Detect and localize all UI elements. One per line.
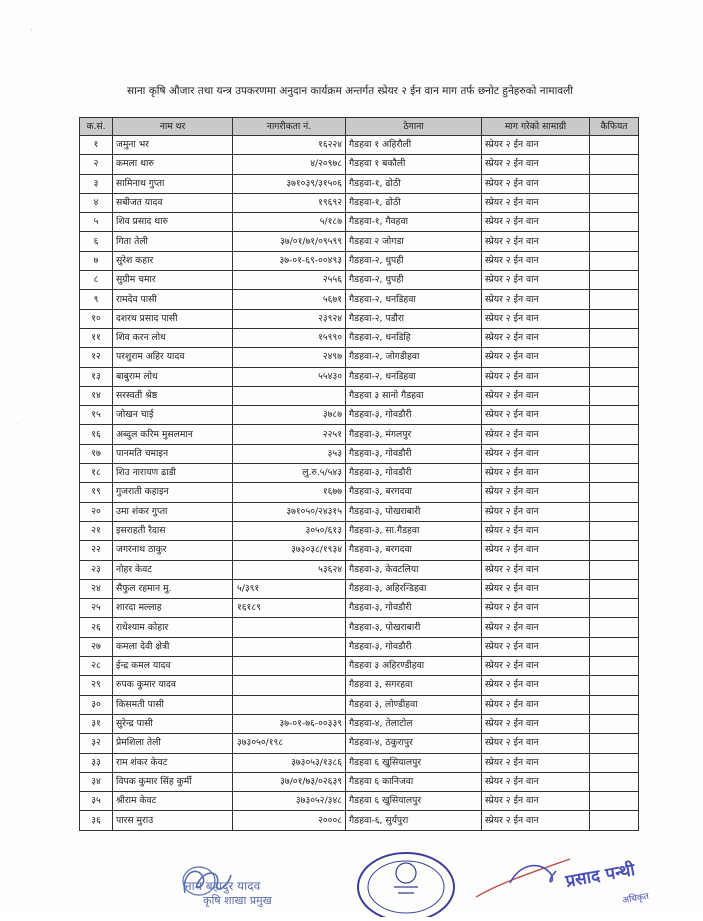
row-address: गैडहवा-३, केवटलिया xyxy=(346,560,482,579)
row-remarks xyxy=(590,136,639,155)
row-remarks xyxy=(590,348,639,367)
row-item: स्प्रेयर २ ईन वान xyxy=(482,348,590,367)
row-serial: ९ xyxy=(80,290,113,309)
row-address: गैडहवा-३, गोवडौरी xyxy=(346,406,482,425)
document-title: साना कृषि औजार तथा यन्त्र उपकरणमा अनुदान कार्यक्रम अन्तर्गत स्प्रेयर २ ईन वान माग तर्फ छनोट हुनेहरुको नामावली xyxy=(127,85,573,97)
row-citizenship xyxy=(233,676,346,695)
row-citizenship: ३७३०५०/१९८ xyxy=(233,734,346,753)
row-citizenship: ४/२०९७८ xyxy=(233,155,346,174)
row-serial: १६ xyxy=(80,425,113,444)
row-item: स्प्रेयर २ ईन वान xyxy=(482,502,590,521)
header-citizenship: नागरीकता नं. xyxy=(233,118,346,136)
row-remarks xyxy=(590,772,639,791)
row-remarks xyxy=(590,521,639,540)
table-row xyxy=(80,753,639,772)
row-address: गैडहवा ३, लोण्डीहवा xyxy=(346,695,482,714)
row-citizenship: १६१८९ xyxy=(233,599,346,618)
row-address: गैडहवा-३, पोखराबारी xyxy=(346,502,482,521)
row-name: सामिनाथ गुप्ता xyxy=(113,174,233,193)
row-remarks xyxy=(590,502,639,521)
row-address: गैडहवा-३, मंगलपुर xyxy=(346,425,482,444)
row-serial: २८ xyxy=(80,657,113,676)
right-signatory-name: प्रसाद पन्थी xyxy=(564,860,637,892)
row-serial: २९ xyxy=(80,676,113,695)
row-item: स्प्रेयर २ ईन वान xyxy=(482,560,590,579)
table-row xyxy=(80,251,639,270)
row-address: गैडहवा-२, धुपही xyxy=(346,271,482,290)
row-remarks xyxy=(590,328,639,347)
row-address: गैडहवा ३ अहिरण्डीहवा xyxy=(346,657,482,676)
row-remarks xyxy=(590,425,639,444)
row-item: स्प्रेयर २ ईन वान xyxy=(482,367,590,386)
row-serial: ५ xyxy=(80,213,113,232)
row-remarks xyxy=(590,792,639,811)
row-remarks xyxy=(590,541,639,560)
row-name: रामदेव पासी xyxy=(113,290,233,309)
row-citizenship xyxy=(233,386,346,405)
row-name: जोखन चाई xyxy=(113,406,233,425)
row-citizenship: ३७१०५०/२४३१५ xyxy=(233,502,346,521)
row-item: स्प्रेयर २ ईन वान xyxy=(482,309,590,328)
row-name: कमला थारु xyxy=(113,155,233,174)
row-remarks xyxy=(590,232,639,251)
row-remarks xyxy=(590,753,639,772)
row-serial: २३ xyxy=(80,560,113,579)
row-serial: ८ xyxy=(80,271,113,290)
header-remarks: कैफियत xyxy=(590,118,639,136)
row-name: प्रेमशिला तेली xyxy=(113,734,233,753)
table-row xyxy=(80,406,639,425)
row-address: गैडहवा-३, गोवडौरी xyxy=(346,444,482,463)
row-item: स्प्रेयर २ ईन वान xyxy=(482,483,590,502)
row-item: स्प्रेयर २ ईन वान xyxy=(482,657,590,676)
row-citizenship: १६७७ xyxy=(233,483,346,502)
row-citizenship: ५३६२४ xyxy=(233,560,346,579)
row-citizenship: ३०५०/६१३ xyxy=(233,521,346,540)
row-serial: २७ xyxy=(80,637,113,656)
row-remarks xyxy=(590,464,639,483)
row-address: गैडहवा १ बकौली xyxy=(346,155,482,174)
row-name: पारस मुराउ xyxy=(113,811,233,830)
row-serial: १३ xyxy=(80,367,113,386)
table-row xyxy=(80,328,639,347)
row-item: स्प्रेयर २ ईन वान xyxy=(482,328,590,347)
right-signatory-title: अधिकृत xyxy=(621,891,650,907)
row-citizenship: ३७३०३८/१९३४ xyxy=(233,541,346,560)
table-row xyxy=(80,521,639,540)
header-serial: क.सं. xyxy=(80,118,113,136)
row-name: सैफुल रहमान मु. xyxy=(113,579,233,598)
row-serial: २४ xyxy=(80,579,113,598)
row-remarks xyxy=(590,695,639,714)
row-item: स्प्रेयर २ ईन वान xyxy=(482,714,590,733)
row-item: स्प्रेयर २ ईन वान xyxy=(482,599,590,618)
row-address: गैडहवा ३, सगरहवा xyxy=(346,676,482,695)
row-remarks xyxy=(590,444,639,463)
row-name: गिता तेली xyxy=(113,232,233,251)
row-remarks xyxy=(590,483,639,502)
row-item: स्प्रेयर २ ईन वान xyxy=(482,213,590,232)
table-row xyxy=(80,193,639,212)
row-item: स्प्रेयर २ ईन वान xyxy=(482,618,590,637)
row-name: रुपक कुमार यादव xyxy=(113,676,233,695)
row-citizenship: ३७/०१/७१/०९५९९ xyxy=(233,232,346,251)
header-name: नाम थर xyxy=(113,118,233,136)
row-name: राम शंकर केवट xyxy=(113,753,233,772)
row-citizenship: ३७३०५३/१३८६ xyxy=(233,753,346,772)
row-citizenship: ३७८७ xyxy=(233,406,346,425)
table-row xyxy=(80,348,639,367)
signature-area xyxy=(0,845,703,910)
row-citizenship: १९६९२ xyxy=(233,193,346,212)
table-row xyxy=(80,676,639,695)
row-address: गैडहवा-२, पडौरा xyxy=(346,309,482,328)
left-signatory-name: नाम बहादुर यादव xyxy=(185,879,261,893)
row-citizenship: १५९९० xyxy=(233,328,346,347)
row-remarks xyxy=(590,174,639,193)
office-seal-icon xyxy=(348,847,464,917)
table-row xyxy=(80,618,639,637)
row-name: परशुराम अहिर यादव xyxy=(113,348,233,367)
row-item: स्प्रेयर २ ईन वान xyxy=(482,695,590,714)
table-body xyxy=(80,136,639,831)
row-name: जमुना भर xyxy=(113,136,233,155)
row-name: गुजराती कहाइन xyxy=(113,483,233,502)
row-citizenship: ३७३०५२/३४८ xyxy=(233,792,346,811)
row-serial: ६ xyxy=(80,232,113,251)
row-name: पानमति चमाइन xyxy=(113,444,233,463)
row-remarks xyxy=(590,734,639,753)
table-row xyxy=(80,232,639,251)
table-row xyxy=(80,309,639,328)
row-item: स्प्रेयर २ ईन वान xyxy=(482,637,590,656)
row-item: स्प्रेयर २ ईन वान xyxy=(482,541,590,560)
row-serial: १५ xyxy=(80,406,113,425)
row-remarks xyxy=(590,213,639,232)
row-item: स्प्रेयर २ ईन वान xyxy=(482,386,590,405)
row-address: गैडहवा-१, ढोठी xyxy=(346,174,482,193)
row-address: गैडहवा-३, बरगदवा xyxy=(346,483,482,502)
row-name: नोहर केवट xyxy=(113,560,233,579)
row-citizenship: २३९२४ xyxy=(233,309,346,328)
row-address: गैडहवा १ अहिरौली xyxy=(346,136,482,155)
row-address: गैडहवा-२, धनडिहवा xyxy=(346,367,482,386)
row-name: श्रीराम केवट xyxy=(113,792,233,811)
row-address: गैडहवा-३, गोवडौरी xyxy=(346,637,482,656)
row-remarks xyxy=(590,657,639,676)
table-row xyxy=(80,155,639,174)
table-row xyxy=(80,483,639,502)
row-name: सबीजत यादव xyxy=(113,193,233,212)
row-serial: ३१ xyxy=(80,714,113,733)
row-address: गैडहवा-३, गोवडौरी xyxy=(346,464,482,483)
row-name: कमला देवी क्षेत्री xyxy=(113,637,233,656)
row-serial: १ xyxy=(80,136,113,155)
table-row xyxy=(80,290,639,309)
row-address: गैडहवा-१, ढोठी xyxy=(346,193,482,212)
row-address: गैडहवा-३, अहिरन्डिहवा xyxy=(346,579,482,598)
row-citizenship xyxy=(233,657,346,676)
table-row xyxy=(80,136,639,155)
row-citizenship: २५५६ xyxy=(233,271,346,290)
row-name: शिउ नारायण ढाडी xyxy=(113,464,233,483)
row-item: स्प्रेयर २ ईन वान xyxy=(482,290,590,309)
row-serial: ३६ xyxy=(80,811,113,830)
row-citizenship: ५६७१ xyxy=(233,290,346,309)
row-name: किसमती पासी xyxy=(113,695,233,714)
row-serial: ११ xyxy=(80,328,113,347)
row-serial: ३४ xyxy=(80,772,113,791)
row-citizenship: २४९७ xyxy=(233,348,346,367)
row-remarks xyxy=(590,290,639,309)
row-remarks xyxy=(590,811,639,830)
row-item: स्प्रेयर २ ईन वान xyxy=(482,155,590,174)
row-address: गैडहवा-४, ठकुरापुर xyxy=(346,734,482,753)
row-serial: २२ xyxy=(80,541,113,560)
row-serial: ३० xyxy=(80,695,113,714)
row-address: गैडहवा-३, गोवडौरी xyxy=(346,599,482,618)
row-remarks xyxy=(590,155,639,174)
table-row xyxy=(80,444,639,463)
row-remarks xyxy=(590,386,639,405)
table-row xyxy=(80,425,639,444)
beneficiary-table xyxy=(79,117,639,831)
scan-speck: · xyxy=(16,420,19,430)
row-serial: ३३ xyxy=(80,753,113,772)
row-item: स्प्रेयर २ ईन वान xyxy=(482,464,590,483)
row-remarks xyxy=(590,599,639,618)
row-citizenship: ३७/०१/७३/०२६३९ xyxy=(233,772,346,791)
row-citizenship xyxy=(233,695,346,714)
row-address: गैडहवा-२, जोगडीहवा xyxy=(346,348,482,367)
row-item: स्प्रेयर २ ईन वान xyxy=(482,425,590,444)
table-row xyxy=(80,599,639,618)
row-serial: २५ xyxy=(80,599,113,618)
row-remarks xyxy=(590,714,639,733)
row-remarks xyxy=(590,618,639,637)
left-signatory-title: कृषि शाखा प्रमुख xyxy=(203,894,272,907)
row-citizenship: २०००८ xyxy=(233,811,346,830)
row-item: स्प्रेयर २ ईन वान xyxy=(482,521,590,540)
row-item: स्प्रेयर २ ईन वान xyxy=(482,406,590,425)
table-row xyxy=(80,714,639,733)
row-item: स्प्रेयर २ ईन वान xyxy=(482,811,590,830)
row-remarks xyxy=(590,367,639,386)
row-remarks xyxy=(590,251,639,270)
row-serial: २१ xyxy=(80,521,113,540)
row-name: अब्दुल करिम मुसलमान xyxy=(113,425,233,444)
table-row xyxy=(80,174,639,193)
row-address: गैडहवा-६, सुर्यपुरा xyxy=(346,811,482,830)
row-name: ईन्द्र कमल यादव xyxy=(113,657,233,676)
row-citizenship xyxy=(233,618,346,637)
row-serial: ३५ xyxy=(80,792,113,811)
row-name: उमा शंकर गुप्ता xyxy=(113,502,233,521)
row-serial: ३२ xyxy=(80,734,113,753)
handwritten-signature-icon xyxy=(470,853,580,903)
row-address: गैडहवा-२, धनडिहि xyxy=(346,328,482,347)
row-citizenship: लु.रु.५/५४३ xyxy=(233,464,346,483)
row-address: गैडहवा-३, बरगदवा xyxy=(346,541,482,560)
row-address: गैडहवा-१, गैवहवा xyxy=(346,213,482,232)
row-remarks xyxy=(590,637,639,656)
row-serial: २६ xyxy=(80,618,113,637)
row-serial: १४ xyxy=(80,386,113,405)
row-citizenship: ५/१८७ xyxy=(233,213,346,232)
row-name: राधेश्याम कोहार xyxy=(113,618,233,637)
row-item: स्प्रेयर २ ईन वान xyxy=(482,251,590,270)
row-address: गैडहवा-३, पोखराबारी xyxy=(346,618,482,637)
official-seal xyxy=(348,847,464,917)
row-remarks xyxy=(590,309,639,328)
row-serial: १७ xyxy=(80,444,113,463)
row-name: जगरनाथ ठाकुर xyxy=(113,541,233,560)
row-address: गैडहवा ६ खुसियालपुर xyxy=(346,792,482,811)
row-remarks xyxy=(590,676,639,695)
row-remarks xyxy=(590,579,639,598)
row-item: स्प्रेयर २ ईन वान xyxy=(482,772,590,791)
row-serial: २ xyxy=(80,155,113,174)
row-citizenship: ३७-०१-७६-००३३९ xyxy=(233,714,346,733)
row-remarks xyxy=(590,560,639,579)
row-name: सरस्वती श्रेष्ठ xyxy=(113,386,233,405)
table-row xyxy=(80,772,639,791)
row-address: गैडहवा ६ खुसियालपुर xyxy=(346,753,482,772)
table-row xyxy=(80,734,639,753)
row-item: स्प्रेयर २ ईन वान xyxy=(482,174,590,193)
table-row xyxy=(80,637,639,656)
row-name: बाबुराम लोध xyxy=(113,367,233,386)
row-name: शारदा मल्लाह xyxy=(113,599,233,618)
row-address: गैडहवा-३, सा.गैडहवा xyxy=(346,521,482,540)
right-signature xyxy=(470,851,690,911)
table-row xyxy=(80,695,639,714)
header-item: माग गरेको सामाग्री xyxy=(482,118,590,136)
row-name: सुरेश कहार xyxy=(113,251,233,270)
table-row xyxy=(80,367,639,386)
table-row xyxy=(80,579,639,598)
header-address: ठेगाना xyxy=(346,118,482,136)
row-item: स्प्रेयर २ ईन वान xyxy=(482,136,590,155)
table-row xyxy=(80,811,639,830)
row-citizenship: ३७-०१-६९-००४९३ xyxy=(233,251,346,270)
row-name: दशरथ प्रसाद पासी xyxy=(113,309,233,328)
table-row xyxy=(80,502,639,521)
row-serial: ७ xyxy=(80,251,113,270)
row-item: स्प्रेयर २ ईन वान xyxy=(482,271,590,290)
row-citizenship xyxy=(233,637,346,656)
row-name: विपक कुमार सिंह कुर्मी xyxy=(113,772,233,791)
row-serial: १९ xyxy=(80,483,113,502)
table-row xyxy=(80,213,639,232)
row-item: स्प्रेयर २ ईन वान xyxy=(482,193,590,212)
row-item: स्प्रेयर २ ईन वान xyxy=(482,676,590,695)
row-item: स्प्रेयर २ ईन वान xyxy=(482,792,590,811)
row-remarks xyxy=(590,271,639,290)
row-serial: १२ xyxy=(80,348,113,367)
table-row xyxy=(80,541,639,560)
row-serial: १० xyxy=(80,309,113,328)
table-row xyxy=(80,657,639,676)
row-remarks xyxy=(590,193,639,212)
row-address: गैडहवा ३ सानो गैडहवा xyxy=(346,386,482,405)
row-address: गैडहवा-२, धनडिहवा xyxy=(346,290,482,309)
row-address: गैडहवा ६ कानिजवा xyxy=(346,772,482,791)
table-row xyxy=(80,792,639,811)
row-address: गैडहवा-२, धुपही xyxy=(346,251,482,270)
row-name: शिव करन लोध xyxy=(113,328,233,347)
row-item: स्प्रेयर २ ईन वान xyxy=(482,753,590,772)
row-citizenship: ५/३९१ xyxy=(233,579,346,598)
row-address: गैडहवा २ जोगडा xyxy=(346,232,482,251)
left-signature xyxy=(175,863,355,908)
row-item: स्प्रेयर २ ईन वान xyxy=(482,444,590,463)
row-address: गैडहवा-४, तेलाटोल xyxy=(346,714,482,733)
row-citizenship: १६२२४ xyxy=(233,136,346,155)
table-row xyxy=(80,386,639,405)
row-name: सुग्रीम चमार xyxy=(113,271,233,290)
row-item: स्प्रेयर २ ईन वान xyxy=(482,579,590,598)
row-citizenship: २२५१ xyxy=(233,425,346,444)
row-remarks xyxy=(590,406,639,425)
row-item: स्प्रेयर २ ईन वान xyxy=(482,734,590,753)
row-serial: २० xyxy=(80,502,113,521)
row-citizenship: ५५४३० xyxy=(233,367,346,386)
row-citizenship: ३७१०३९/३१५०६ xyxy=(233,174,346,193)
row-name: इसराहती रैदास xyxy=(113,521,233,540)
row-serial: १८ xyxy=(80,464,113,483)
table-header-row xyxy=(80,118,639,136)
table-row xyxy=(80,464,639,483)
table-row xyxy=(80,271,639,290)
scan-speck: · xyxy=(30,26,33,36)
row-name: सुरेन्द्र पासी xyxy=(113,714,233,733)
row-serial: ४ xyxy=(80,193,113,212)
row-item: स्प्रेयर २ ईन वान xyxy=(482,232,590,251)
row-citizenship: ३५३ xyxy=(233,444,346,463)
row-name: शिव प्रसाद थारु xyxy=(113,213,233,232)
table-row xyxy=(80,560,639,579)
row-serial: ३ xyxy=(80,174,113,193)
